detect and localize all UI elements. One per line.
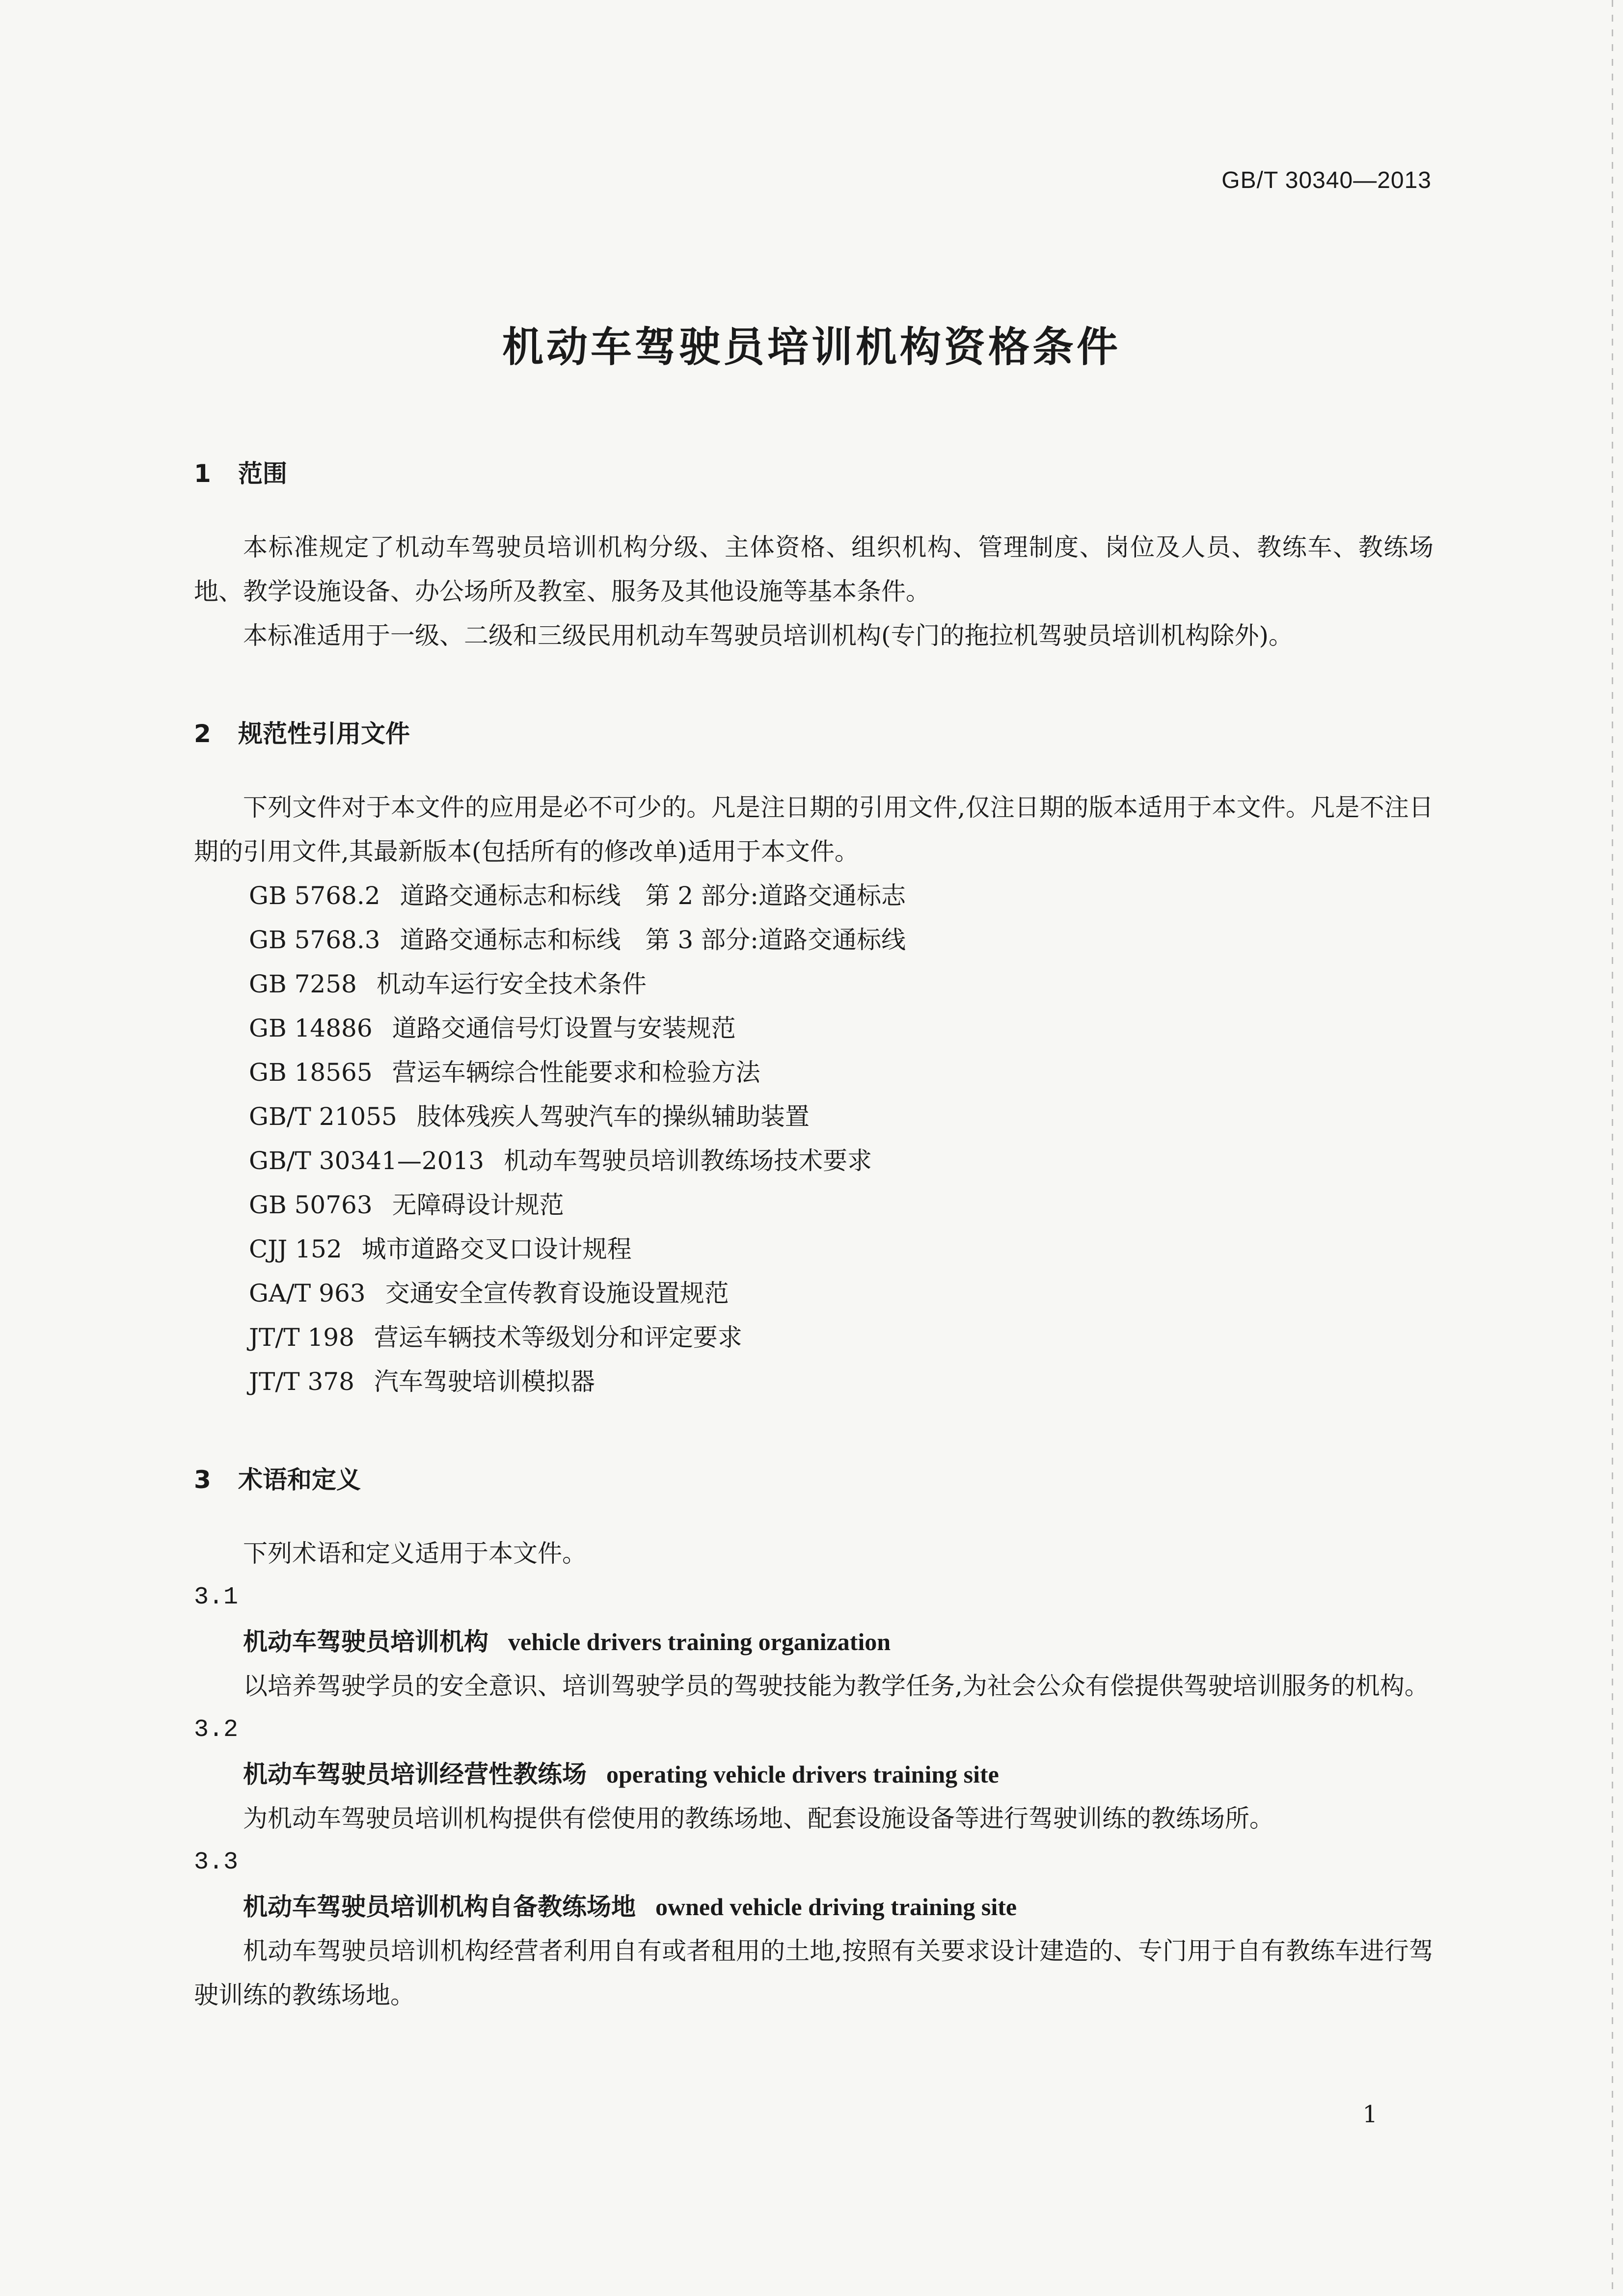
reference-title: 道路交通标志和标线 第 2 部分:道路交通标志 <box>400 881 906 910</box>
term-number: 3.2 <box>194 1716 239 1744</box>
reference-item <box>194 1050 1434 1095</box>
paragraph: 本标准适用于一级、二级和三级民用机动车驾驶员培训机构(专门的拖拉机驾驶员培训机构除外)。 <box>243 621 1294 650</box>
term-definition: 为机动车驾驶员培训机构提供有偿使用的教练场地、配套设施设备等进行驾驶训练的教练场所。 <box>243 1804 1274 1833</box>
paragraph: 本标准规定了机动车驾驶员培训机构分级、主体资格、组织机构、管理制度、岗位及人员、教练车、教练场地、教学设施设备、办公场所及教室、服务及其他设施等基本条件。 <box>194 533 1434 606</box>
reference-item <box>194 1360 1434 1404</box>
reference-code: GB 7258 <box>249 970 357 998</box>
section-1-heading <box>194 452 1434 496</box>
reference-title: 机动车驾驶员培训教练场技术要求 <box>504 1147 872 1175</box>
section-2-heading <box>194 712 1434 756</box>
reference-title: 道路交通信号灯设置与安装规范 <box>392 1014 736 1042</box>
reference-item <box>194 1271 1434 1315</box>
reference-title: 城市道路交叉口设计规程 <box>361 1235 632 1263</box>
reference-item <box>194 1006 1434 1050</box>
term-definition: 以培养驾驶学员的安全意识、培训驾驶学员的驾驶技能为教学任务,为社会公众有偿提供驾驶培训服务的机构。 <box>243 1672 1429 1700</box>
term-number: 3.3 <box>194 1848 239 1876</box>
reference-title: 道路交通标志和标线 第 3 部分:道路交通标线 <box>400 926 906 954</box>
reference-item <box>194 1315 1434 1360</box>
reference-title: 机动车运行安全技术条件 <box>376 970 647 998</box>
reference-item <box>194 874 1434 918</box>
term-number: 3.1 <box>194 1583 239 1611</box>
section-number: 1 <box>194 459 211 488</box>
section-title: 规范性引用文件 <box>238 720 410 748</box>
reference-item <box>194 1095 1434 1139</box>
section-number: 3 <box>194 1466 211 1494</box>
term-name-en: operating vehicle drivers training site <box>606 1761 999 1788</box>
reference-code: CJJ 152 <box>249 1235 342 1263</box>
section-number: 2 <box>194 720 211 748</box>
reference-item <box>194 1227 1434 1271</box>
reference-item <box>194 1183 1434 1227</box>
reference-code: GB 18565 <box>249 1058 373 1087</box>
term-name <box>194 1752 1434 1796</box>
reference-code: GB 5768.3 <box>249 926 380 954</box>
paragraph: 下列文件对于本文件的应用是必不可少的。凡是注日期的引用文件,仅注日期的版本适用于本文件。凡是不注日期的引用文件,其最新版本(包括所有的修改单)适用于本文件。 <box>194 793 1434 866</box>
section-title: 范围 <box>238 459 287 488</box>
reference-code: JT/T 378 <box>249 1367 354 1396</box>
term-definition: 机动车驾驶员培训机构经营者利用自有或者租用的土地,按照有关要求设计建造的、专门用于自有教练车进行驾驶训练的教练场地。 <box>194 1937 1434 2009</box>
reference-title: 无障碍设计规范 <box>392 1191 564 1219</box>
reference-code: GB/T 21055 <box>249 1102 397 1131</box>
reference-title: 营运车辆技术等级划分和评定要求 <box>374 1323 742 1352</box>
section-3-heading <box>194 1458 1434 1502</box>
term-name <box>194 1620 1434 1664</box>
reference-title: 肢体残疾人驾驶汽车的操纵辅助装置 <box>416 1102 810 1131</box>
paragraph: 下列术语和定义适用于本文件。 <box>243 1539 587 1568</box>
reference-title: 营运车辆综合性能要求和检验方法 <box>392 1058 760 1087</box>
reference-code: JT/T 198 <box>249 1323 354 1352</box>
term-name-en: vehicle drivers training organization <box>508 1628 891 1655</box>
term-name-zh: 机动车驾驶员培训机构自备教练场地 <box>243 1893 636 1921</box>
term-name <box>194 1885 1434 1929</box>
standard-number: GB/T 30340—2013 <box>1221 167 1432 193</box>
reference-code: GB 14886 <box>249 1014 373 1042</box>
reference-title: 汽车驾驶培训模拟器 <box>374 1367 595 1396</box>
term-name-zh: 机动车驾驶员培训机构 <box>243 1628 488 1656</box>
reference-item <box>194 962 1434 1006</box>
reference-code: GB/T 30341—2013 <box>249 1147 485 1175</box>
term-name-en: owned vehicle driving training site <box>655 1893 1017 1921</box>
reference-item <box>194 1139 1434 1183</box>
reference-item <box>194 918 1434 962</box>
page-number: 1 <box>1362 2101 1378 2128</box>
section-title: 术语和定义 <box>238 1466 361 1494</box>
reference-code: GA/T 963 <box>249 1279 366 1308</box>
document-title: 机动车驾驶员培训机构资格条件 <box>502 323 1121 371</box>
reference-code: GB 5768.2 <box>249 881 380 910</box>
reference-title: 交通安全宣传教育设施设置规范 <box>385 1279 729 1308</box>
document-body <box>194 452 1434 2017</box>
reference-code: GB 50763 <box>249 1191 373 1219</box>
term-name-zh: 机动车驾驶员培训经营性教练场 <box>243 1760 587 1789</box>
